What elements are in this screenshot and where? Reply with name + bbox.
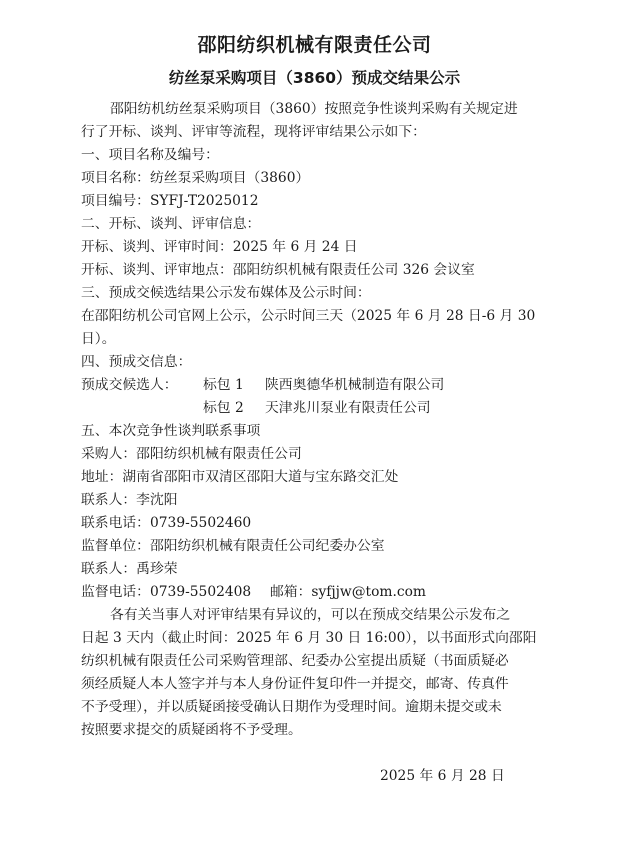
objection-line-4: 须经质疑人本人签字并与本人身份证件复印件一并提交，邮寄、传真件 xyxy=(81,676,509,692)
supervisor-email: 邮箱：syfjjw@tom.com xyxy=(270,584,426,600)
project-name: 项目名称：纺丝泵采购项目（3860） xyxy=(81,170,310,186)
contact-person-2: 联系人：禹珍荣 xyxy=(81,561,178,577)
intro-line-1: 邵阳纺机纺丝泵采购项目（3860）按照竞争性谈判采购有关规定进 xyxy=(110,101,518,117)
contact-person-1: 联系人：李沈阳 xyxy=(81,492,178,508)
section-1-heading: 一、项目名称及编号： xyxy=(81,147,219,163)
candidate-label: 预成交候选人： xyxy=(81,377,178,393)
objection-line-5: 不予受理），并以质疑函接受确认日期作为受理时间。逾期未提交或未 xyxy=(81,699,502,715)
section-3-heading: 三、预成交候选结果公示发布媒体及公示时间： xyxy=(81,285,371,301)
objection-line-2: 日起 3 天内（截止时间：2025 年 6 月 30 日 16:00），以书面形式向邵阳 xyxy=(81,630,537,646)
lot-1-company: 陕西奥德华机械制造有限公司 xyxy=(265,377,445,393)
objection-line-6: 按照要求提交的质疑函将不予受理。 xyxy=(81,722,302,738)
objection-line-3: 纺织机械有限责任公司采购管理部、纪委办公室提出质疑（书面质疑必 xyxy=(81,653,509,669)
supervisor-unit: 监督单位：邵阳纺织机械有限责任公司纪委办公室 xyxy=(81,538,385,554)
lot-2-company: 天津兆川泵业有限责任公司 xyxy=(265,400,431,416)
lot-1-label: 标包 1 xyxy=(203,377,244,393)
project-code: 项目编号：SYFJ-T2025012 xyxy=(81,193,259,209)
section-2-heading: 二、开标、谈判、评审信息： xyxy=(81,216,261,232)
intro-line-2: 行了开标、谈判、评审等流程，现将评审结果公示如下： xyxy=(81,124,426,140)
supervisor-phone: 监督电话：0739-5502408 xyxy=(81,584,252,600)
section-5-heading: 五、本次竞争性谈判联系事项 xyxy=(81,423,261,439)
review-time: 开标、谈判、评审时间：2025 年 6 月 24 日 xyxy=(81,239,358,255)
objection-line-1: 各有关当事人对评审结果有异议的，可以在预成交结果公示发布之 xyxy=(110,607,511,623)
contact-phone: 联系电话：0739-5502460 xyxy=(81,515,252,531)
address: 地址：湖南省邵阳市双清区邵阳大道与宝东路交汇处 xyxy=(81,469,399,485)
publication-line-1: 在邵阳纺机公司官网上公示，公示时间三天（2025 年 6 月 28 日-6 月 30 xyxy=(81,308,536,324)
company-heading: 邵阳纺织机械有限责任公司 xyxy=(197,34,432,56)
review-place: 开标、谈判、评审地点：邵阳纺织机械有限责任公司 326 会议室 xyxy=(81,262,475,278)
lot-2-label: 标包 2 xyxy=(203,400,244,416)
section-4-heading: 四、预成交信息： xyxy=(81,354,192,370)
publication-line-2: 日）。 xyxy=(81,331,116,347)
buyer: 采购人：邵阳纺织机械有限责任公司 xyxy=(81,446,302,462)
notice-title: 纺丝泵采购项目（3860）预成交结果公示 xyxy=(168,69,461,87)
notice-date: 2025 年 6 月 28 日 xyxy=(380,768,505,784)
